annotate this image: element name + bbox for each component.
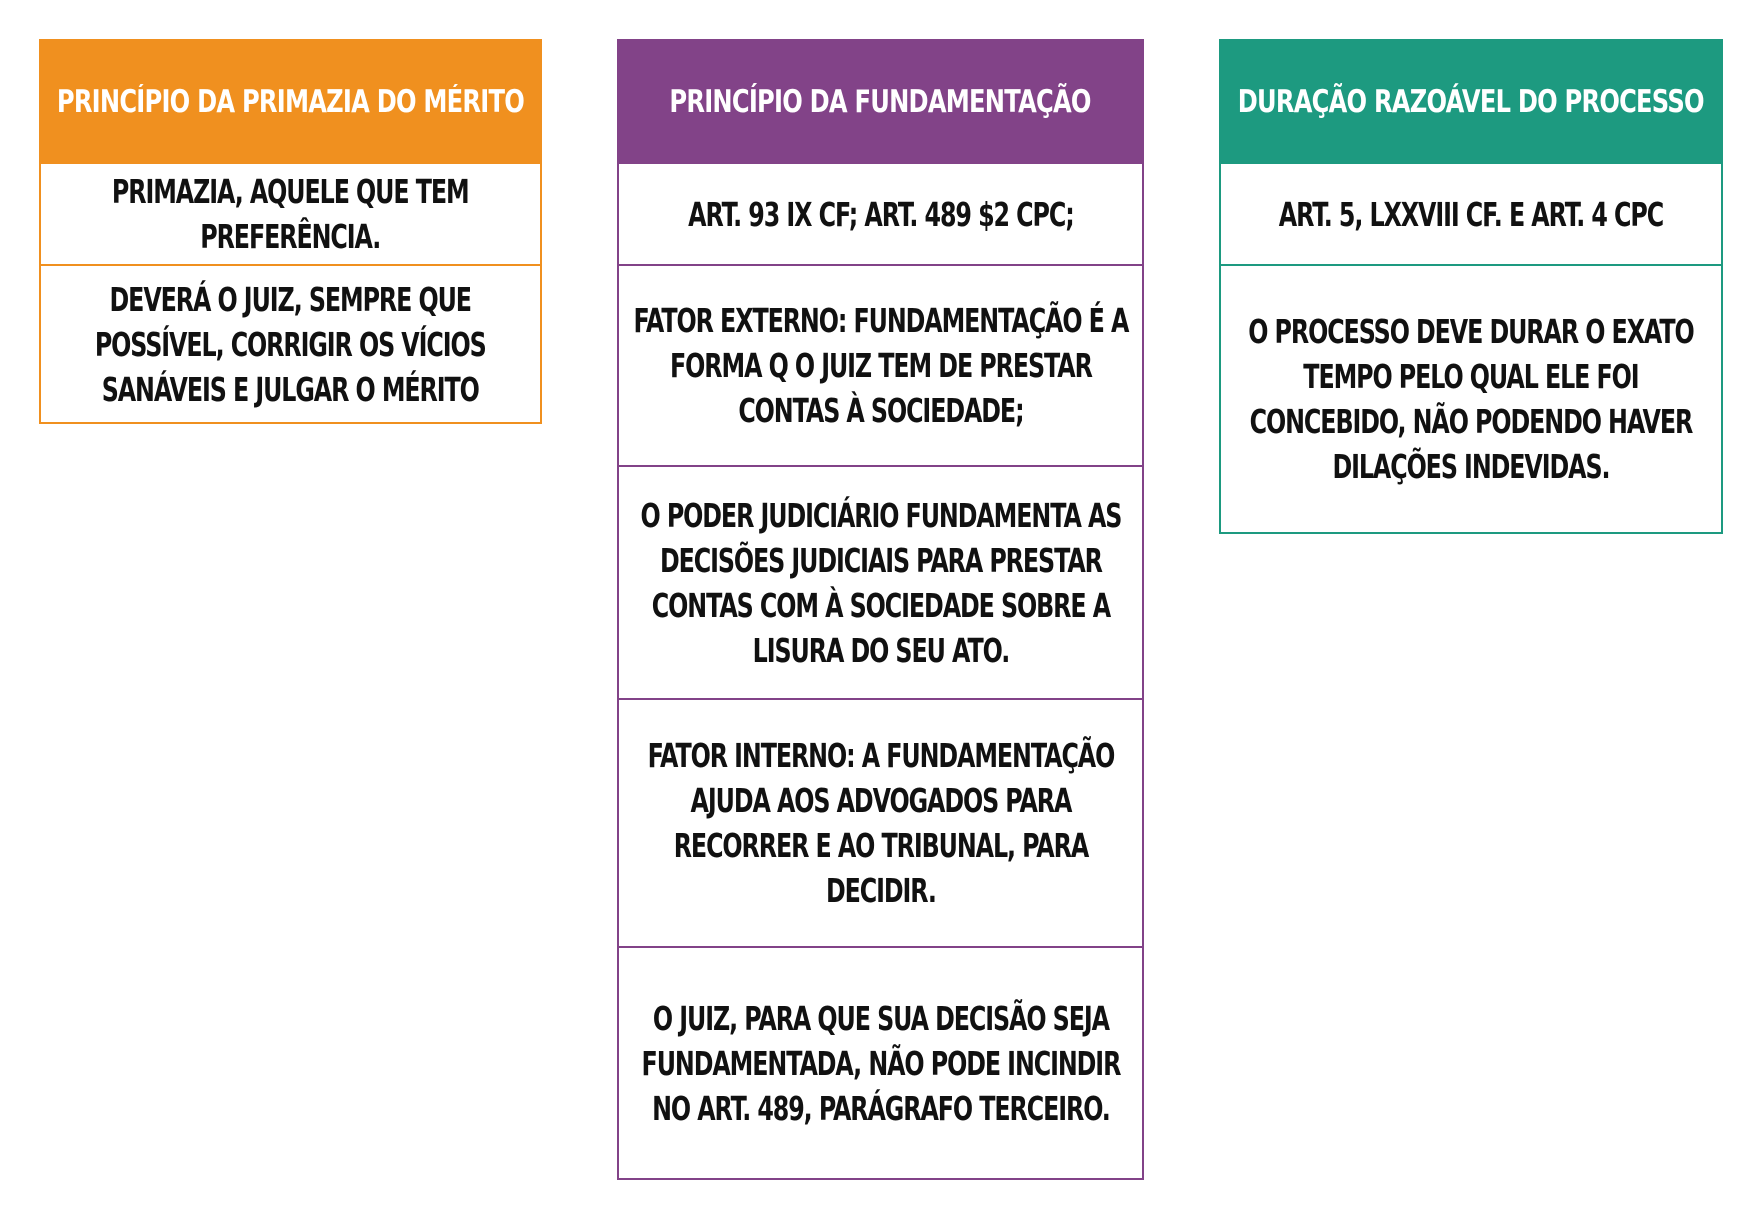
cell-text: ART. 5, LXXVIII CF. E ART. 4 CPC [1278, 194, 1664, 234]
column-cell [41, 264, 540, 422]
cell-text: FATOR INTERNO: A FUNDAMENTAÇÃO AJUDA AOS ADVOGADOS PARA RECORRER E AO TRIBUNAL, PARA DECIDIR. [647, 736, 1114, 910]
column-cell [619, 264, 1142, 465]
column-title: PRINCÍPIO DA PRIMAZIA DO MÉRITO [56, 83, 525, 120]
column-header [619, 41, 1142, 162]
column-cell [619, 698, 1142, 946]
column-duracao-razoavel [1219, 39, 1723, 534]
column-cell [619, 946, 1142, 1178]
cell-text: O PROCESSO DEVE DURAR O EXATO TEMPO PELO QUAL ELE FOI CONCEBIDO, NÃO PODENDO HAVER DILAÇÕES INDEVIDAS. [1248, 312, 1694, 486]
column-cell [619, 162, 1142, 264]
cell-text: ART. 93 IX CF; ART. 489 $2 CPC; [687, 194, 1074, 234]
column-header [41, 41, 540, 162]
column-primazia-do-merito [39, 39, 542, 424]
column-cell [1221, 264, 1721, 532]
column-cell [41, 162, 540, 264]
column-title: DURAÇÃO RAZOÁVEL DO PROCESSO [1237, 83, 1705, 120]
column-header [1221, 41, 1721, 162]
cell-text: FATOR EXTERNO: FUNDAMENTAÇÃO É A FORMA Q O JUIZ TEM DE PRESTAR CONTAS À SOCIEDADE; [633, 301, 1128, 430]
cell-text: O JUIZ, PARA QUE SUA DECISÃO SEJA FUNDAMENTADA, NÃO PODE INCINDIR NO ART. 489, PARÁGRAFO TERCEIRO. [641, 998, 1120, 1128]
column-cell [1221, 162, 1721, 264]
cell-text: O PODER JUDICIÁRIO FUNDAMENTA AS DECISÕES JUDICIAIS PARA PRESTAR CONTAS COM À SOCIEDADE SOBRE A LISURA DO SEU ATO. [640, 495, 1121, 670]
cell-text: PRIMAZIA, AQUELE QUE TEM PREFERÊNCIA. [112, 172, 469, 256]
column-fundamentacao [617, 39, 1144, 1180]
column-title: PRINCÍPIO DA FUNDAMENTAÇÃO [669, 83, 1092, 120]
cell-text: DEVERÁ O JUIZ, SEMPRE QUE POSSÍVEL, CORRIGIR OS VÍCIOS SANÁVEIS E JULGAR O MÉRITO [95, 279, 486, 409]
column-cell [619, 465, 1142, 698]
